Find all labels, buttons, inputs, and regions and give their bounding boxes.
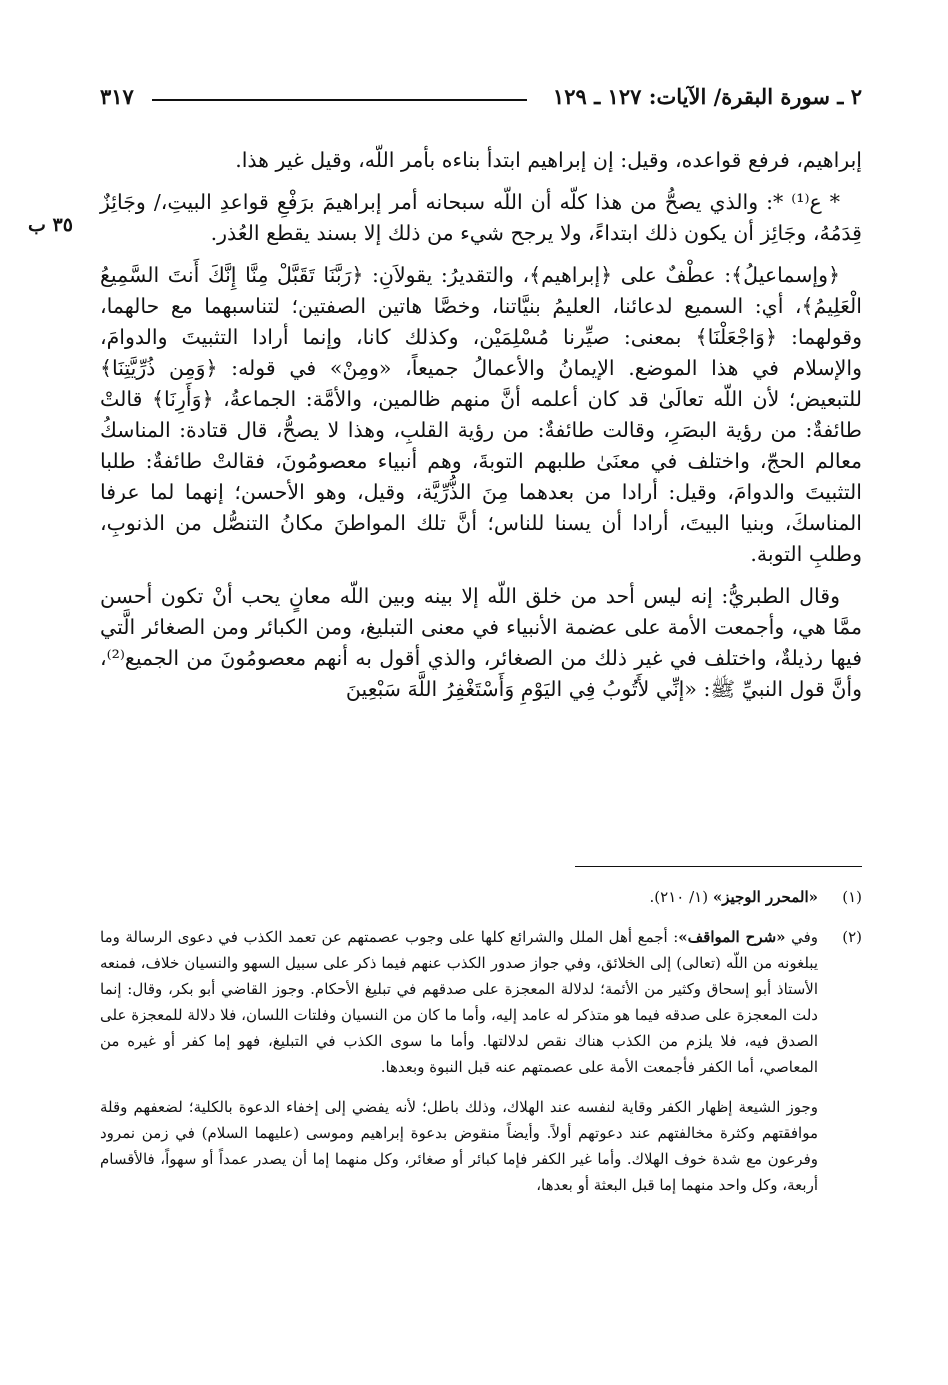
footnote-source-title: «شرح المواقف»	[678, 928, 786, 946]
surah-title: ٢ ـ سورة البقرة/ الآيات: ١٢٧ ـ ١٢٩	[552, 84, 862, 109]
footnote-2-continuation: وجوز الشيعة إظهار الكفر وقاية لنفسه عند الهلاك، وذلك باطل؛ لأنه يفضي إلى إخفاء الدعوة بالكلية؛ لضعفهم وقلة موافقتهم وكثرة مخالفتهم عند دعوتهم أولاً. وأيضاً منقوض بدعوة إبراهيم وموسى (عليهما السلام) في زمن نمرود وفرعون مع شدة خوف الهلاك. وأما غير الكفر فإما كبائر أو صغائر، وكل منهما إما أن يصدر عمداً أو سهواً، فالأقسام أربعة، وكل واحد منهما إما قبل البعثة أو بعدها،	[100, 1098, 818, 1194]
main-text	[100, 145, 862, 716]
footnote-source-title: «المحرر الوجيز»	[712, 888, 818, 906]
footnote-body	[100, 924, 818, 1080]
footnote-text: : أجمع أهل الملل والشرائع كلها على وجوب عصمتهم عن تعمد الكذب في دعوى الرسالة وما يبلغونه من اللّه (تعالى) إلى الخلائق، وفي جواز صدور الكذب عنهم فيما ذكر على سبيل السهو والنسيان خلاف، فمنعه الأستاذ أبو إسحاق وكثير من الأئمة؛ لدلالة المعجزة على صدقهم في تبليغ الأحكام. وجوز القاضي أبو بكر، وقال: إنما دلت المعجزة على صدقه فيما هو متذكر له عامد إليه، وأما ما كان من النسيان وفلتات اللسان، فلا دلالة للمعجزة على الصدق فيه، فلا يلزم من الكذب هناك نقص لدلالتها. وأما ما سوى الكذب في التبليغ، فهو إما كفر أو غيره من المعاصي، أما الكفر فأجمعت الأمة على عصمتهم عنه قبل النبوة وبعدها.	[100, 928, 818, 1076]
footnote-number: (٢)	[842, 928, 862, 946]
footnote-intro: وفي	[785, 928, 818, 946]
footnotes	[100, 884, 862, 1198]
paragraph-2: * ع⁽¹⁾ *: والذي يصحُّ من هذا كلّه أن اللّه سبحانه أمر إبراهيمَ برَفْعِ قواعدِ البيتِ،/ وجَائِزٌ قِدَمُهُ، وجَائِز أن يكون ذلك ابتداءً، ولا يرجح شيء من ذلك إلا بسند يقطع العُذر.	[100, 190, 862, 245]
paragraph-4: وقال الطبريُّ: إنه ليس أحد من خلق اللّه إلا بينه وبين اللّه معانٍ يحب أنْ تكون أحسن ممَّا هي، وأجمعت الأمة على عضمة الأنبياء في معنى التبليغ، ومن الكبائر ومن الصغائر الَّتي فيها رذيلةٌ، واختلف في غير ذلك من الصغائر، والذي أقول به أنهم معصومُونَ من الجميع⁽²⁾، وأنَّ قول النبيِّ ﷺ: «إنِّي لأَتُوبُ فِي اليَوْمِ وَأَسْتَغْفِرُ اللَّهَ سَبْعِينَ	[100, 584, 862, 701]
header-rule	[152, 99, 527, 101]
footnote-text: (١/ ٢١٠).	[649, 888, 713, 906]
running-header	[100, 84, 862, 114]
footnote-body	[100, 884, 818, 910]
footnote-1	[100, 884, 862, 910]
footnote-number: (١)	[842, 888, 862, 906]
page-number: ٣١٧	[100, 84, 134, 109]
paragraph-1: إبراهيم، فرفع قواعده، وقيل: إن إبراهيم ابتدأ بناءه بأمر اللّه، وقيل غير هذا.	[235, 148, 862, 172]
paragraph-3: ﴿وإسماعيلُ﴾: عطْفٌ على ﴿إبراهيم﴾، والتقديرُ: يقولاَنِ: ﴿رَبَّنَا تَقَبَّلْ مِنَّا إِنَّكَ أَنتَ السَّمِيعُ الْعَلِيمُ﴾، أي: السميع لدعائنا، العليمُ بنيَّاتنا، وخصَّا هاتين الصفتين؛ لتناسبهما مع حالهما، وقولهما: ﴿وَاجْعَلْنَا﴾ بمعنى: صيِّرنا مُسْلِمَيْن، وكذلك كانا، وإنما أرادا التثبيتَ والدوامَ، والإسلام في هذا الموضع. الإيمانُ والأعمالُ جميعاً، «ومِنْ» في قوله: ﴿وَمِن ذُرِّيَّتِنَا﴾ للتبعيض؛ لأن اللّه تعالَىٰ قد كان أعلمه أنَّ منهم ظالمين، والأمَّة: الجماعةُ، ﴿وَأَرِنَا﴾ قالتْ طائفةٌ: من رؤية البصَرِ، وقالت طائفةٌ: من رؤية القلبِ، وهذا لا يصحُّ، قال قتادة: المناسكُ معالم الحجّ، واختلف في معنَىٰ طلبهم التوبةَ، وهم أنبياء معصومُونَ، فقالتْ طائفةٌ: طلبا التثبيتَ والدوامَ، وقيل: أرادا من بعدهما مِنَ الذُّرِّيَّة، وقيل، وهو الأحسن؛ إنهما لما عرفا المناسكَ، وبنيا البيتَ، أرادا أن يسنا للناس؛ أنَّ تلك المواطنَ مكانُ التنصُّل من الذنوبِ، وطلبِ التوبة.	[100, 263, 862, 566]
footnote-separator	[575, 866, 862, 867]
footnote-2	[100, 924, 862, 1080]
margin-folio-note: ٣٥ ب	[28, 214, 73, 236]
